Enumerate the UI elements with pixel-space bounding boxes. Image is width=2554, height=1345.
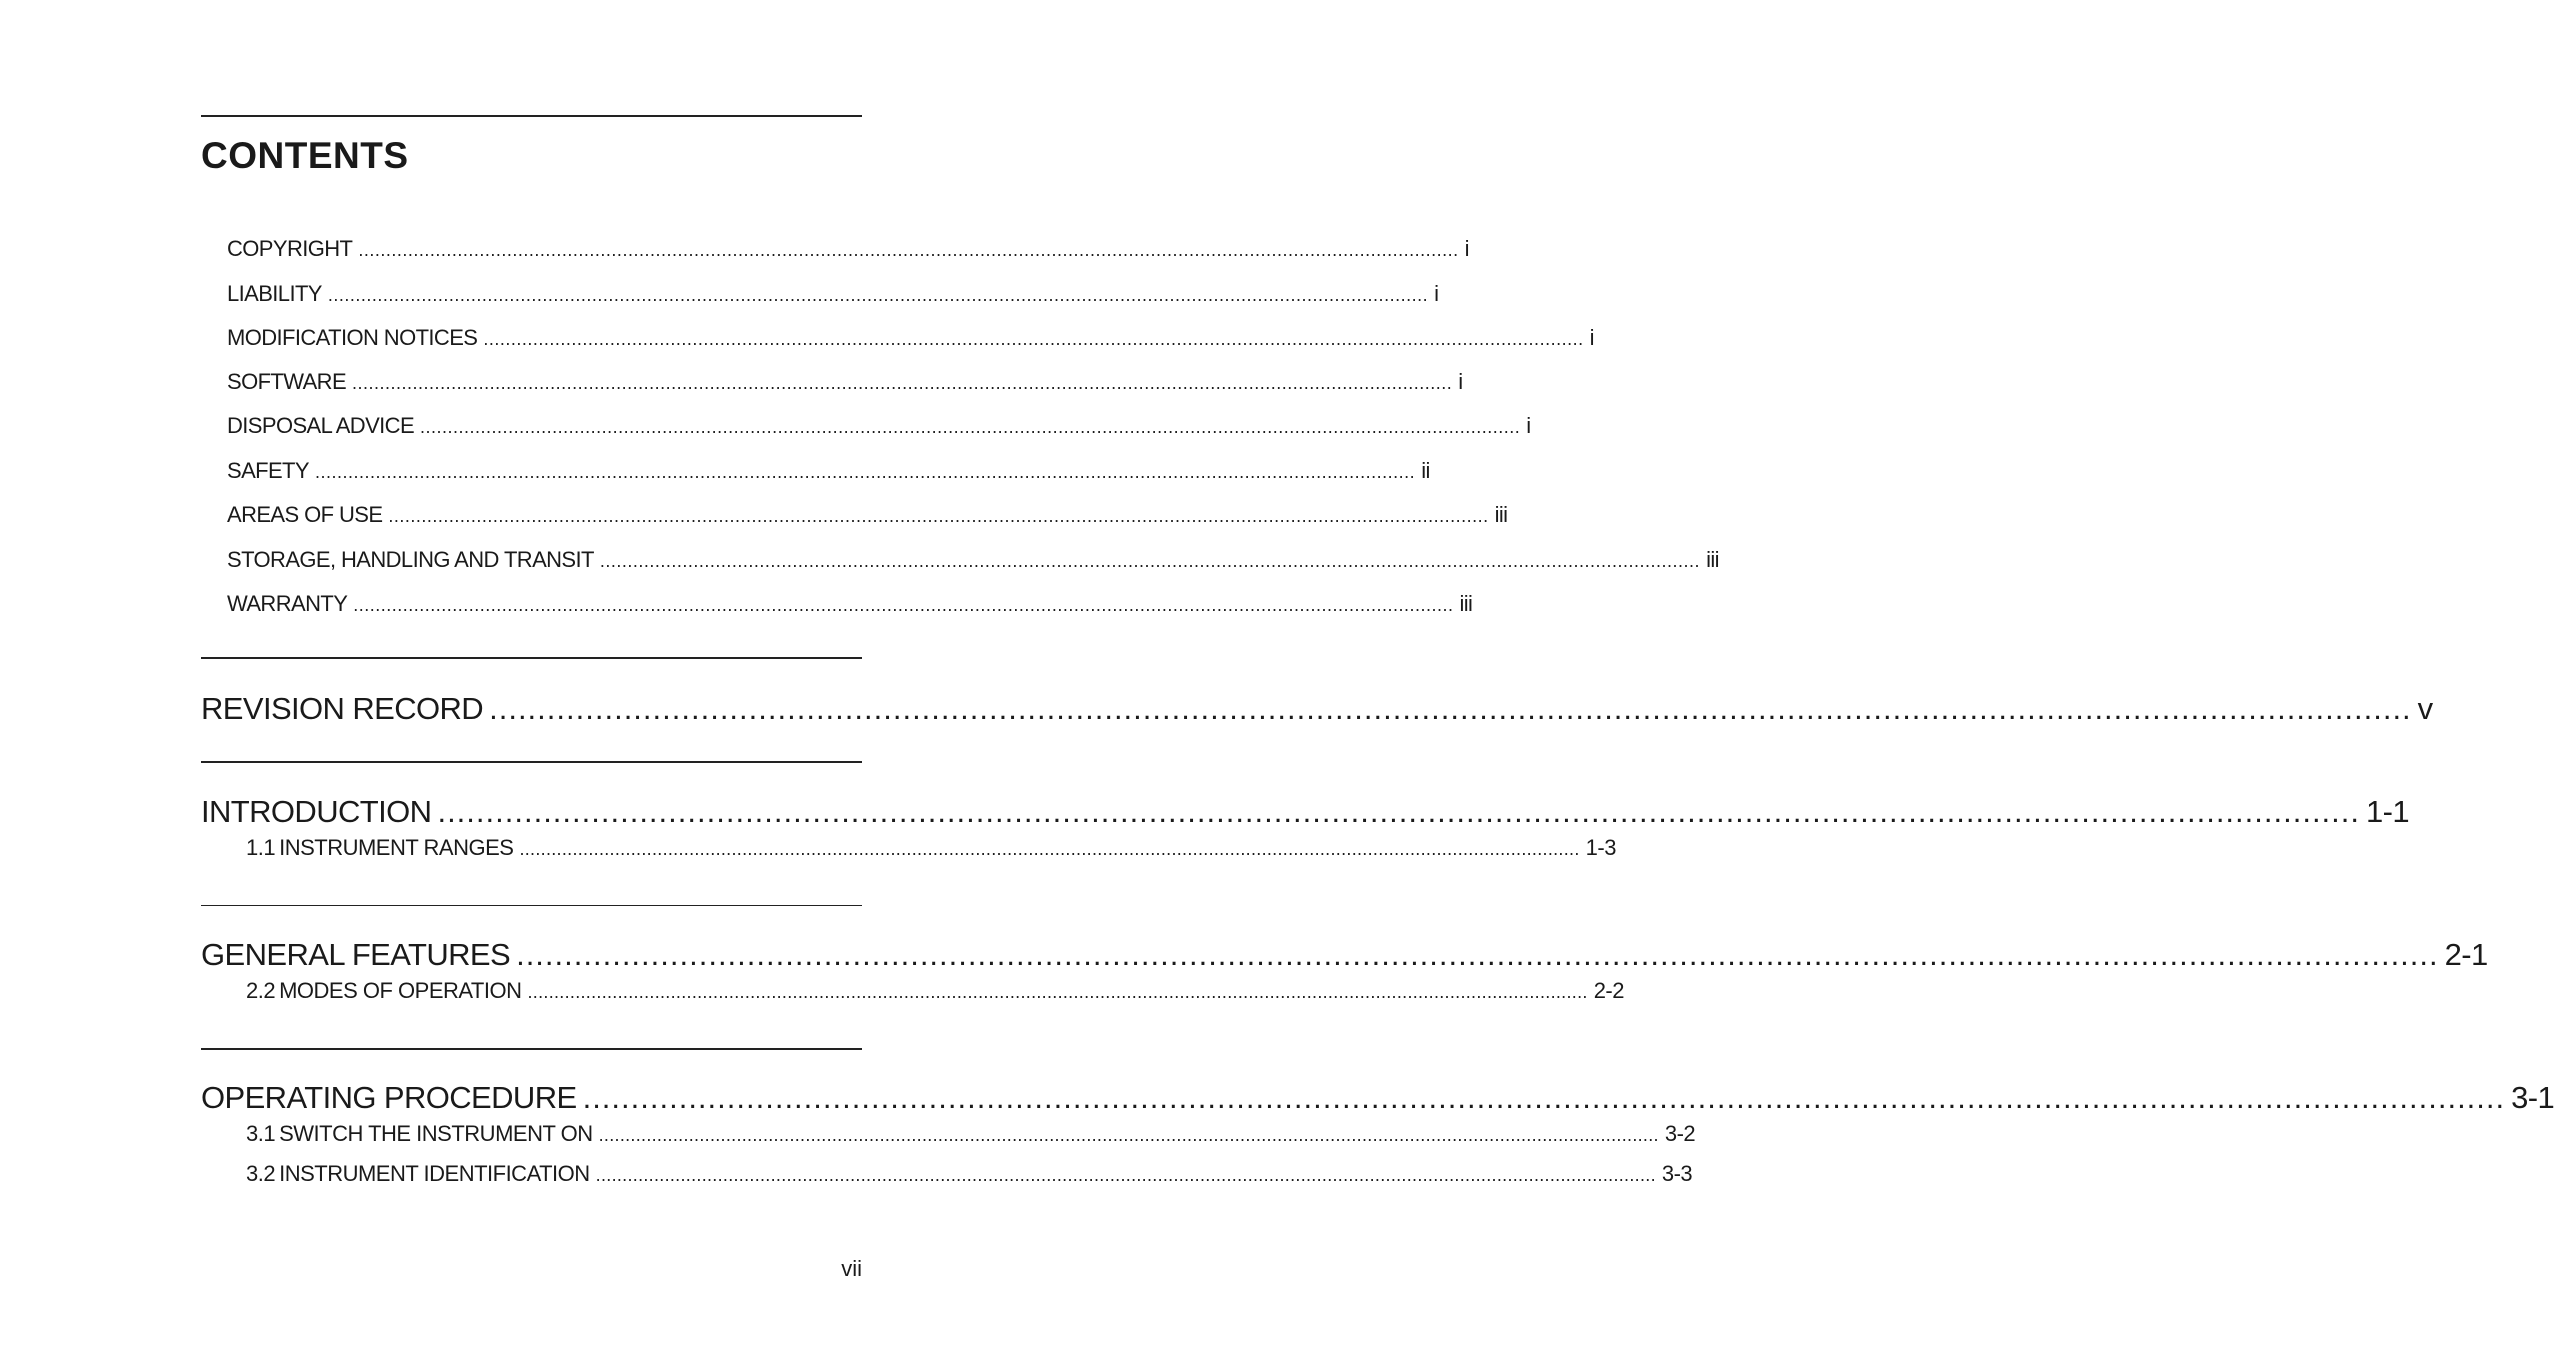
toc-page: 1-1 <box>2366 794 2410 829</box>
page-number: vii <box>841 1256 862 1281</box>
top-rule <box>201 115 862 117</box>
toc-label: INTRODUCTION <box>201 794 432 829</box>
section-number: 3.2 <box>246 1161 276 1186</box>
toc-label: INSTRUMENT IDENTIFICATION <box>279 1161 590 1186</box>
toc-label: STORAGE, HANDLING AND TRANSIT <box>227 547 594 572</box>
dot-leader: ........................................................................................................................................................................................................ <box>489 691 2412 726</box>
toc-chapter-introduction[interactable] <box>201 794 2410 830</box>
section-rule <box>201 761 862 763</box>
dot-leader: ........................................................................................................................................................................................................ <box>595 1165 1656 1185</box>
toc-section-modes-of-operation[interactable] <box>246 978 1624 1004</box>
toc-page: v <box>2417 691 2433 726</box>
dot-leader: ........................................................................................................................................................................................................ <box>420 417 1521 437</box>
dot-leader: ........................................................................................................................................................................................................ <box>599 551 1701 571</box>
toc-label: DISPOSAL ADVICE <box>227 413 415 438</box>
toc-section-instrument-ranges[interactable] <box>246 835 1616 861</box>
toc-entry-safety[interactable] <box>227 458 1430 484</box>
dot-leader: ........................................................................................................................................................................................................ <box>483 329 1584 349</box>
toc-label: SAFETY <box>227 458 309 483</box>
toc-entry-copyright[interactable] <box>227 236 1469 262</box>
toc-label: GENERAL FEATURES <box>201 937 511 972</box>
section-number: 2.2 <box>246 978 276 1003</box>
toc-page: 1-3 <box>1585 835 1616 860</box>
toc-page: ii <box>1421 458 1430 483</box>
dot-leader: ........................................................................................................................................................................................................ <box>353 595 1454 615</box>
dot-leader: ........................................................................................................................................................................................................ <box>519 839 1580 859</box>
dot-leader: ........................................................................................................................................................................................................ <box>314 462 1416 482</box>
toc-label: LIABILITY <box>227 281 322 306</box>
toc-section-instrument-identification[interactable] <box>246 1161 1693 1187</box>
toc-page: 3-2 <box>1664 1121 1696 1146</box>
section-rule <box>201 657 862 659</box>
toc-label: MODES OF OPERATION <box>279 978 522 1003</box>
page-title: CONTENTS <box>201 135 409 176</box>
toc-page: i <box>1526 413 1531 438</box>
dot-leader: ........................................................................................................................................................................................................ <box>598 1125 1659 1145</box>
section-number: 3.1 <box>246 1121 276 1146</box>
dot-leader: ........................................................................................................................................................................................................ <box>527 982 1588 1002</box>
toc-chapter-general-features[interactable] <box>201 937 2488 973</box>
toc-label: OPERATING PROCEDURE <box>201 1080 577 1115</box>
section-rule <box>201 905 862 906</box>
toc-page: 3-3 <box>1661 1161 1693 1186</box>
dot-leader: ........................................................................................................................................................................................................ <box>327 285 1429 305</box>
section-number: 1.1 <box>246 835 276 860</box>
toc-page: iii <box>1459 591 1473 616</box>
toc-label: AREAS OF USE <box>227 502 383 527</box>
toc-label: WARRANTY <box>227 591 348 616</box>
toc-label: COPYRIGHT <box>227 236 353 261</box>
toc-entry-disposal-advice[interactable] <box>227 413 1531 439</box>
dot-leader: ........................................................................................................................................................................................................ <box>352 373 1453 393</box>
toc-entry-modification-notices[interactable] <box>227 325 1594 351</box>
toc-page: iii <box>1706 547 1719 572</box>
dot-leader: ........................................................................................................................................................................................................ <box>516 937 2439 972</box>
toc-label: SOFTWARE <box>227 369 347 394</box>
toc-chapter-revision-record[interactable] <box>201 691 2433 727</box>
toc-section-switch-instrument-on[interactable] <box>246 1121 1696 1147</box>
toc-page: i <box>1458 369 1463 394</box>
dot-leader: ........................................................................................................................................................................................................ <box>582 1080 2506 1115</box>
toc-entry-areas-of-use[interactable] <box>227 502 1508 528</box>
toc-label: SWITCH THE INSTRUMENT ON <box>279 1121 593 1146</box>
toc-entry-software[interactable] <box>227 369 1463 395</box>
toc-page: 2-2 <box>1593 978 1624 1003</box>
toc-page: 3-1 <box>2511 1080 2554 1115</box>
toc-page: i <box>1589 325 1594 350</box>
toc-label: REVISION RECORD <box>201 691 484 726</box>
toc-entry-warranty[interactable] <box>227 591 1473 617</box>
toc-label: MODIFICATION NOTICES <box>227 325 478 350</box>
toc-page: 2-1 <box>2444 937 2488 972</box>
dot-leader: ........................................................................................................................................................................................................ <box>437 794 2361 829</box>
section-rule <box>201 1048 862 1050</box>
toc-page: iii <box>1494 502 1508 527</box>
toc-label: INSTRUMENT RANGES <box>279 835 514 860</box>
toc-entry-liability[interactable] <box>227 281 1439 307</box>
toc-chapter-operating-procedure[interactable] <box>201 1080 2554 1116</box>
toc-page: i <box>1434 281 1439 306</box>
dot-leader: ........................................................................................................................................................................................................ <box>358 240 1459 260</box>
toc-entry-storage-handling-transit[interactable] <box>227 547 1719 573</box>
dot-leader: ........................................................................................................................................................................................................ <box>388 506 1489 526</box>
toc-page: i <box>1464 236 1469 261</box>
